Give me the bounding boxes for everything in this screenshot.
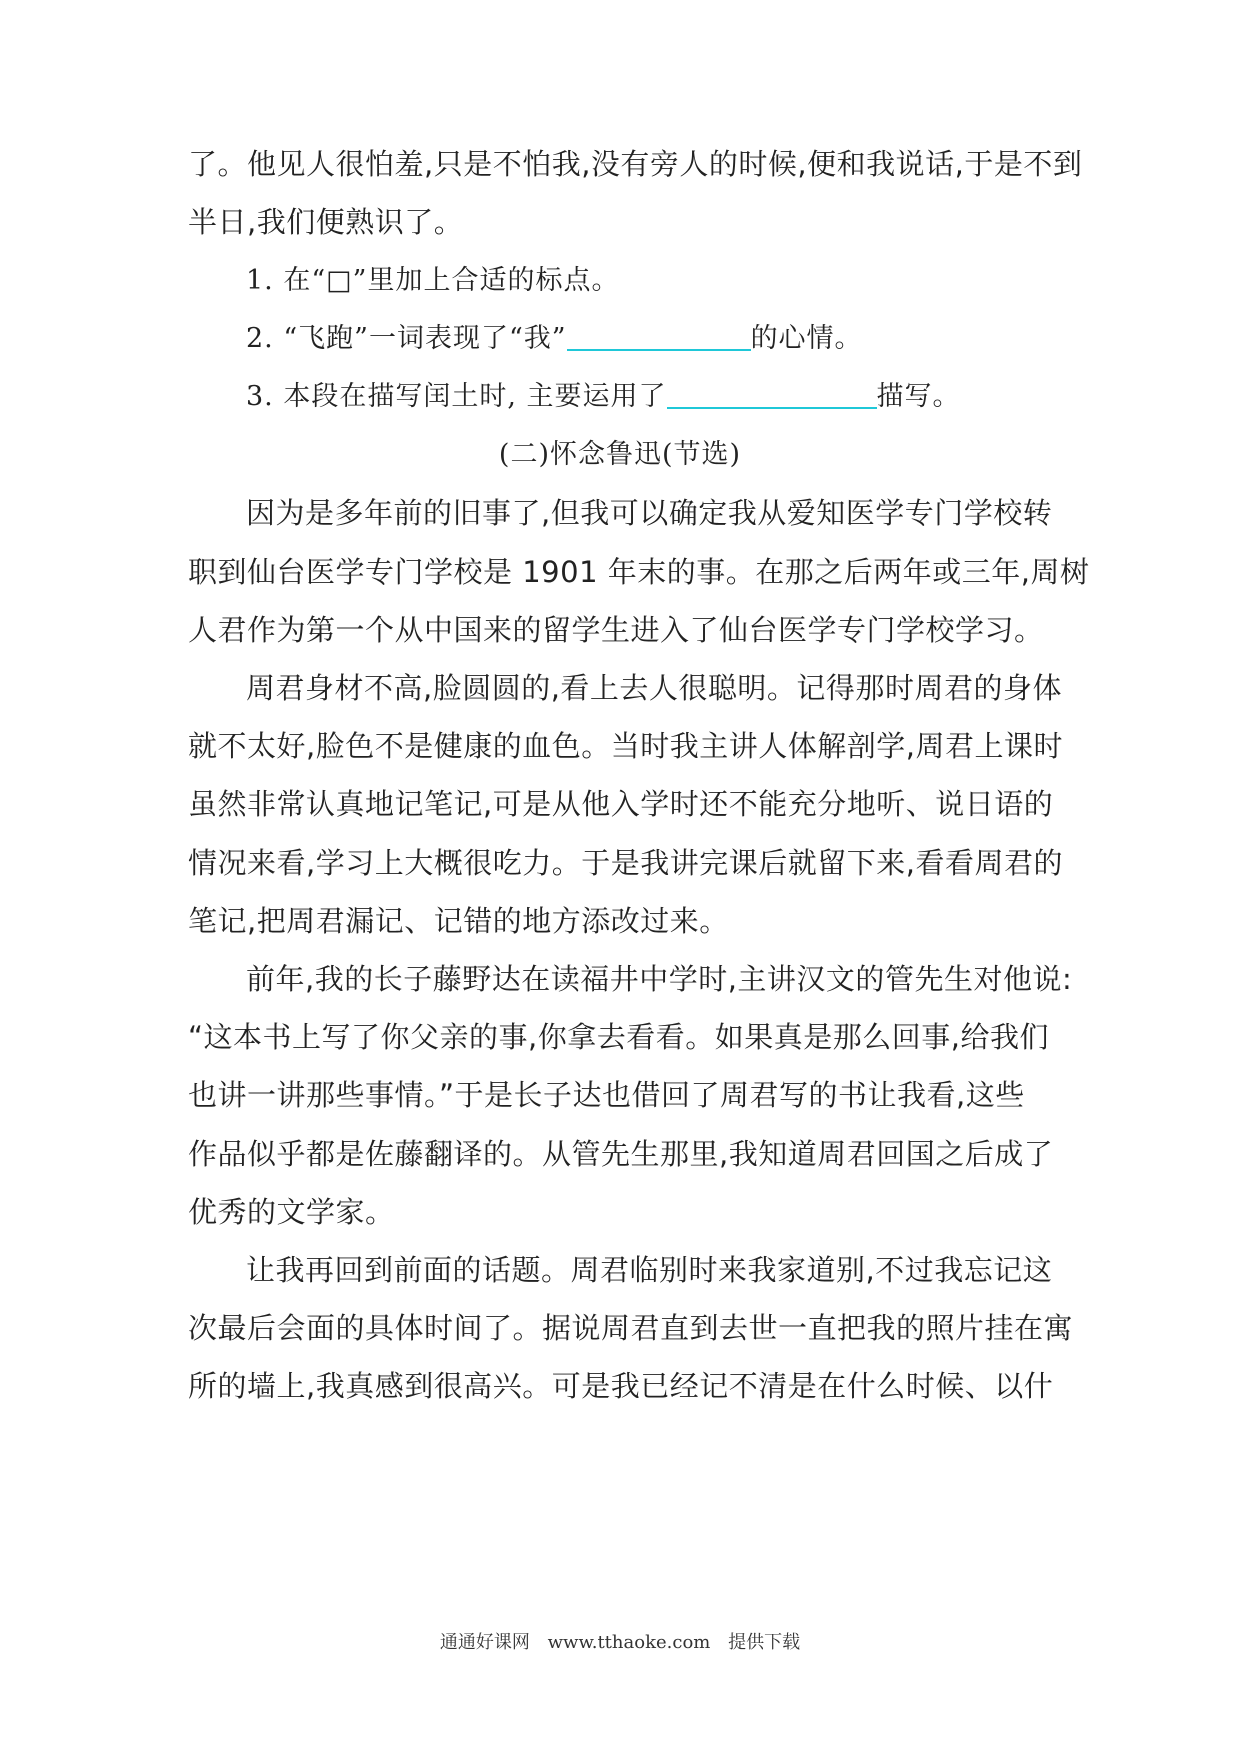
paragraph-line: 笔记,把周君漏记、记错的地方添改过来。: [188, 904, 729, 938]
paragraph-line: 人君作为第一个从中国来的留学生进入了仙台医学专门学校学习。: [188, 613, 1044, 647]
paragraph-line: 也讲一讲那些事情。”于是长子达也借回了周君写的书让我看,这些: [188, 1078, 1025, 1112]
paragraph-line: 优秀的文学家。: [188, 1195, 395, 1229]
question-2-text: 2. “飞跑”一词表现了“我”: [246, 323, 567, 354]
paragraph-line: 所的墙上,我真感到很高兴。可是我已经记不清是在什么时候、以什: [188, 1369, 1054, 1403]
paragraph-line: 就不太好,脸色不是健康的血色。当时我主讲人体解剖学,周君上课时: [188, 729, 1063, 763]
paragraph-line: 次最后会面的具体时间了。据说周君直到去世一直把我的照片挂在寓: [188, 1311, 1074, 1345]
question-3-text: 3. 本段在描写闰土时, 主要运用了: [246, 381, 667, 412]
paragraph-line: 前年,我的长子藤野达在读福井中学时,主讲汉文的管先生对他说:: [246, 962, 1073, 996]
paragraph-line: 让我再回到前面的话题。周君临别时来我家道别,不过我忘记这: [246, 1253, 1053, 1287]
paragraph-line: 职到仙台医学专门学校是 1901 年末的事。在那之后两年或三年,周树: [188, 555, 1090, 589]
section-title: (二)怀念鲁迅(节选): [498, 439, 742, 470]
paragraph-line: 周君身材不高,脸圆圆的,看上去人很聪明。记得那时周君的身体: [246, 671, 1062, 705]
question-1: 1. 在“□”里加上合适的标点。: [246, 265, 620, 296]
paragraph-line: 情况来看,学习上大概很吃力。于是我讲完课后就留下来,看看周君的: [188, 846, 1063, 880]
answer-blank-2[interactable]: [567, 321, 751, 351]
footer-tagline: 提供下载: [728, 1632, 801, 1653]
answer-blank-3[interactable]: [667, 379, 877, 409]
question-3: [246, 377, 961, 417]
question-3-suffix: 描写。: [876, 381, 961, 412]
question-2: [246, 319, 863, 359]
paragraph-line: 因为是多年前的旧事了,但我可以确定我从爱知医学专门学校转: [246, 496, 1053, 530]
footer-site-name: 通通好课网: [439, 1632, 530, 1653]
footer-url[interactable]: www.tthaoke.com: [547, 1632, 711, 1653]
paragraph-line: 作品似乎都是佐藤翻译的。从管先生那里,我知道周君回国之后成了: [188, 1137, 1054, 1171]
paragraph-line: 虽然非常认真地记笔记,可是从他入学时还不能充分地听、说日语的: [188, 787, 1054, 821]
paragraph-line: “这本书上写了你父亲的事,你拿去看看。如果真是那么回事,给我们: [188, 1020, 1049, 1054]
passage-line: 半日,我们便熟识了。: [188, 205, 464, 239]
question-2-suffix: 的心情。: [750, 323, 863, 354]
passage-line: 了。他见人很怕羞,只是不怕我,没有旁人的时候,便和我说话,于是不到: [188, 147, 1083, 181]
page-footer: [0, 1628, 1240, 1654]
